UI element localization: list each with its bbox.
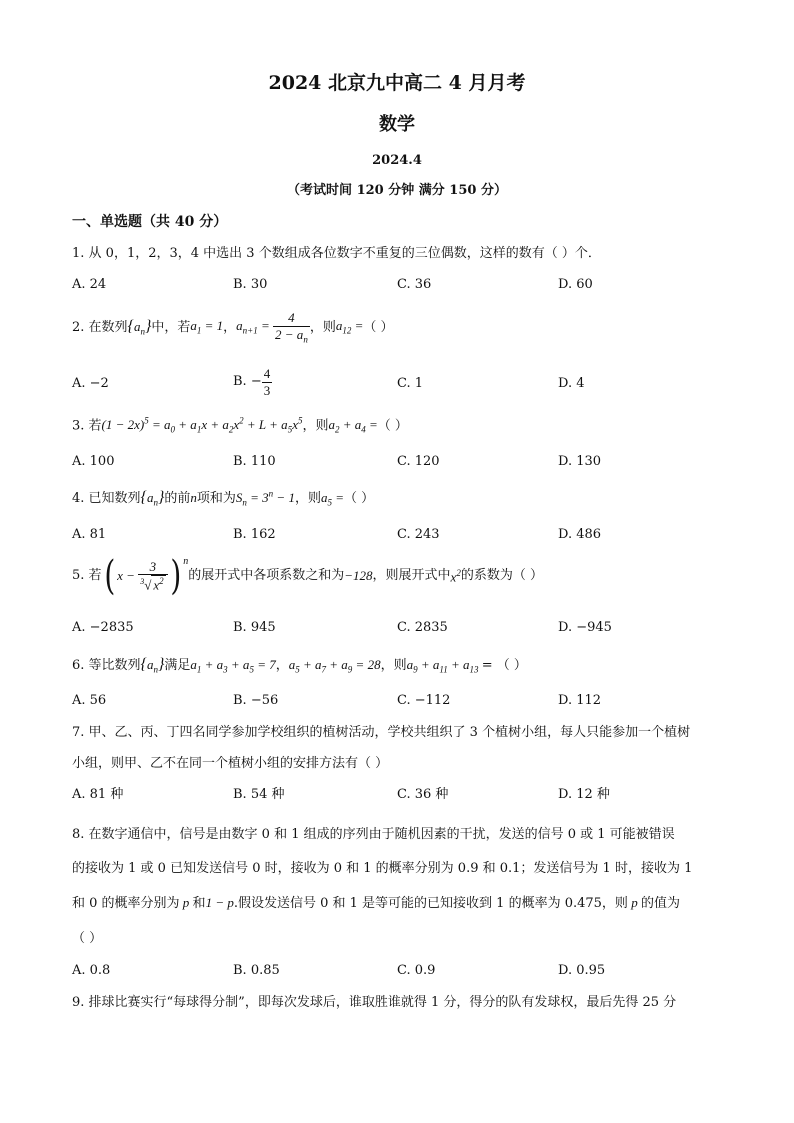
- question-2-text: [72, 310, 394, 345]
- subject-title: 数学: [379, 114, 415, 135]
- question-3-text: [72, 416, 408, 436]
- q3-option-d: D. 130: [558, 454, 602, 469]
- q5-option-a: A. −2835: [72, 620, 134, 635]
- q6-sum1: $a_1 + a_3 + a_5$: [190, 657, 254, 675]
- q2-frac-num: 4: [273, 310, 310, 327]
- question-1-text: 1. 从 0，1，2，3，4 中选出 3 个数组成各位数字不重复的三位偶数，这样的数有（ ）个．: [72, 246, 601, 261]
- q1-option-c: C. 36: [397, 277, 432, 292]
- q6-sum2: $a_5 + a_7 + a_9$: [288, 657, 353, 675]
- q2-option-b: [233, 366, 272, 398]
- q5-x: x −: [117, 568, 139, 584]
- q6-paren: = （ ）: [481, 658, 527, 673]
- q5-prefix: 5. 若: [72, 568, 102, 584]
- q6-mid2: ，则: [380, 658, 407, 673]
- q5-value: −128: [344, 568, 373, 584]
- q4-mid: 的前: [164, 491, 191, 506]
- q4-option-b: B. 162: [233, 527, 276, 542]
- q6-eq2: = 28: [355, 657, 381, 672]
- exam-title: 2024 北京九中高二 4 月月考: [268, 72, 526, 94]
- q8-option-a: A. 0.8: [72, 963, 111, 978]
- q2-optb-num: 4: [263, 366, 271, 381]
- q8-line3b: 和: [192, 896, 206, 911]
- q2-option-c: C. 1: [397, 376, 424, 391]
- q6-option-c: C. −112: [397, 693, 451, 708]
- q4-n: n: [190, 490, 197, 505]
- q7-option-a: A. 81 种: [72, 787, 124, 802]
- q8-p2: p: [627, 895, 641, 910]
- q1-option-d: D. 60: [558, 277, 593, 292]
- q6-target: $a_9 + a_{11} + a_{13}$: [406, 657, 479, 675]
- q2-option-b-frac: [262, 366, 273, 398]
- q8-option-b: B. 0.85: [233, 963, 280, 978]
- q4-sequence: $\{a_n\}$: [140, 489, 165, 508]
- q5-right-paren: ): [169, 553, 181, 599]
- q4-target: $a_5$ =: [320, 490, 344, 508]
- q6-prefix: 6. 等比数列: [72, 658, 141, 673]
- q6-eq1: = 7: [257, 657, 276, 672]
- q8-line3a: 和 0 的概率分别为: [72, 896, 180, 911]
- q5-frac-den: $^3$√ $x^2$: [140, 576, 164, 593]
- q4-option-d: D. 486: [558, 527, 602, 542]
- q3-option-c: C. 120: [397, 454, 440, 469]
- q4-suffix: ，则: [294, 491, 321, 506]
- exam-date: 2024.4: [372, 153, 422, 168]
- q8-one-minus-p: 1 − p: [205, 895, 234, 910]
- q5-suffix: 的系数为（ ）: [460, 568, 543, 584]
- exam-info: （考试时间 120 分钟 满分 150 分）: [287, 183, 507, 198]
- q4-mid2: 项和为: [196, 491, 236, 506]
- q2-suffix: ，则: [309, 319, 336, 335]
- q2-option-a: A. −2: [72, 376, 109, 391]
- q2-paren: （ ）: [363, 319, 394, 335]
- q3-option-a: A. 100: [72, 454, 115, 469]
- q8-line3c: .假设发送信号 0 和 1 是等可能的已知接收到 1 的概率为 0.475，则: [233, 896, 628, 911]
- q4-option-c: C. 243: [397, 527, 440, 542]
- q5-frac-num: 3: [138, 559, 167, 576]
- q3-expansion: $(1 - 2x)^5 = a_0 + a_1x + a_2x^2 + L + a_5x^5$: [101, 416, 303, 435]
- q3-option-b: B. 110: [233, 454, 276, 469]
- q6-option-d: D. 112: [558, 693, 602, 708]
- q5-left-paren: (: [103, 553, 115, 599]
- q2-a1: $a_1 = 1$: [190, 318, 224, 336]
- q1-option-a: A. 24: [72, 277, 107, 292]
- q6-sequence: $\{a_n\}$: [140, 656, 165, 675]
- q5-option-d: D. −945: [558, 620, 612, 635]
- question-7-line-1: 7. 甲、乙、丙、丁四名同学参加学校组织的植树活动，学校共组织了 3 个植树小组，每人只能参加一个植树: [72, 725, 691, 740]
- section-heading: 一、单选题（共 40 分）: [72, 214, 228, 230]
- q2-sequence: $\{a_n\}$: [127, 318, 152, 337]
- question-9-line-1: 9. 排球比赛实行“每球得分制”，即每次发球后，谁取胜谁就得 1 分，得分的队有发球权，最后先得 25 分: [72, 995, 677, 1010]
- q5-option-c: C. 2835: [397, 620, 448, 635]
- q4-paren: （ ）: [344, 491, 375, 506]
- q8-p: p: [179, 895, 193, 910]
- q2-mid2: ，: [223, 319, 237, 335]
- q2-option-d: D. 4: [558, 376, 585, 391]
- question-4-text: [72, 488, 374, 508]
- q8-line3d: 的值为: [640, 896, 680, 911]
- question-8-line-3: [72, 895, 680, 912]
- q2-target: $a_{12}$ =: [335, 318, 364, 336]
- question-6-text: 6. 等比数列$\{a_n\}$满足$a_1 + a_3 + a_5 = 7$，$a_5 + a_7 + a_9 = 28$，则$a_9 + a_{11} + a_{13}$ = （ ）: [72, 656, 527, 675]
- q6-option-b: B. −56: [233, 693, 279, 708]
- q8-option-d: D. 0.95: [558, 963, 606, 978]
- question-8-line-1: 8. 在数字通信中，信号是由数字 0 和 1 组成的序列由于随机因素的干扰，发送的信号 0 或 1 可能被错误: [72, 827, 675, 842]
- q2-fraction: [273, 310, 310, 345]
- q6-mid: 满足: [164, 658, 191, 673]
- q5-option-b: B. 945: [233, 620, 276, 635]
- question-7-line-2: 小组，则甲、乙不在同一个植树小组的安排方法有（ ）: [72, 756, 389, 771]
- q7-option-c: C. 36 种: [397, 787, 449, 802]
- q4-prefix: 4. 已知数列: [72, 491, 141, 506]
- q2-prefix: 2. 在数列: [72, 319, 128, 335]
- question-8-line-4: （ ）: [72, 931, 103, 946]
- q5-exponent-n: n: [183, 556, 189, 567]
- q2-frac-den-text: 2 − a: [275, 326, 304, 342]
- q7-option-d: D. 12 种: [558, 787, 610, 802]
- q7-option-b: B. 54 种: [233, 787, 285, 802]
- q3-prefix: 3. 若: [72, 418, 102, 434]
- q5-mid: 的展开式中各项系数之和为: [188, 568, 345, 584]
- q5-x2: $x^2$: [450, 567, 461, 584]
- q2-mid1: 中，若: [151, 319, 191, 335]
- q4-sum: $S_n = 3^n - 1$: [235, 488, 295, 508]
- question-8-line-2: 的接收为 1 或 0 已知发送信号 0 时，接收为 0 和 1 的概率分别为 0.9 和 0.1；发送信号为 1 时，接收为 1: [72, 861, 693, 876]
- q3-suffix: ，则: [302, 418, 329, 434]
- q6-option-a: A. 56: [72, 693, 107, 708]
- q5-mid2: ，则展开式中: [372, 568, 451, 584]
- q4-option-a: A. 81: [72, 527, 107, 542]
- q2-optb-den: 3: [263, 382, 271, 398]
- q2-frac-den: $2 - a_n$: [275, 326, 308, 345]
- q2-recurrence-lhs: $a_{n+1}$ =: [236, 318, 274, 336]
- q2-option-b-label: B. −: [233, 374, 262, 390]
- q1-option-b: B. 30: [233, 277, 268, 292]
- q3-paren: （ ）: [377, 418, 408, 434]
- question-5-text: [72, 553, 543, 599]
- q8-option-c: C. 0.9: [397, 963, 436, 978]
- q3-target: $a_2 + a_4$ =: [328, 417, 378, 435]
- q5-fraction: [138, 559, 167, 594]
